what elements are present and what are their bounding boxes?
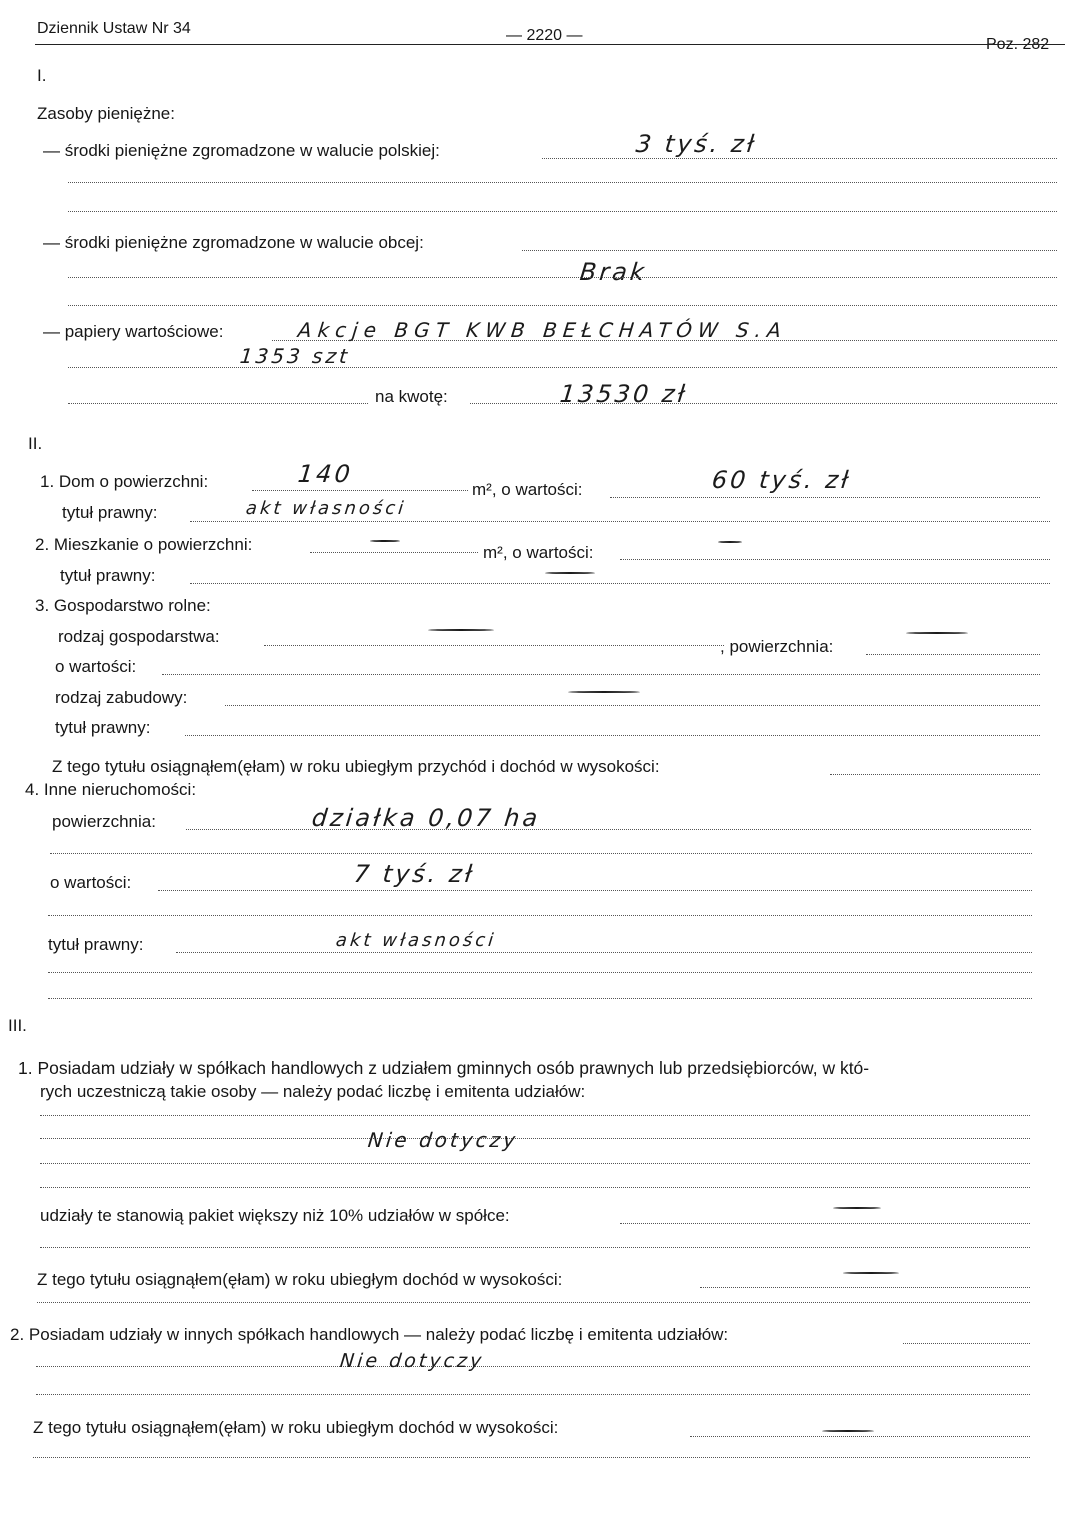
dotted-line[interactable] [176, 952, 1032, 953]
house-m2-label: m², o wartości: [472, 480, 583, 499]
dotted-line[interactable] [40, 1138, 1030, 1139]
dotted-line[interactable] [40, 1187, 1030, 1188]
foreign-currency-label: — środki pieniężne zgromadzone w walucie obcej: [43, 233, 424, 252]
q1-line2: rych uczestniczą takie osoby — należy podać liczbę i emitenta udziałów: [40, 1082, 586, 1101]
dotted-line[interactable] [37, 1302, 1030, 1303]
dotted-line[interactable] [866, 654, 1040, 655]
q2-answer: Nie dotyczy [338, 1350, 486, 1372]
dotted-line[interactable] [252, 490, 468, 491]
dotted-line[interactable] [310, 552, 478, 553]
dotted-line[interactable] [68, 367, 1057, 368]
dotted-line[interactable] [542, 158, 1057, 159]
flat-value-dash [718, 541, 742, 543]
farm-area-label: , powierzchnia: [720, 637, 834, 656]
farm-title-label: tytuł prawny: [55, 718, 151, 737]
dotted-line[interactable] [68, 182, 1057, 183]
securities-label: — papiery wartościowe: [43, 322, 224, 341]
dotted-line[interactable] [36, 1394, 1030, 1395]
q1-income-label: Z tego tytułu osiągnąłem(ęłam) w roku ubiegłym dochód w wysokości: [37, 1270, 563, 1289]
farm-value-label: o wartości: [55, 657, 137, 676]
amount-value: 13530 zł [558, 380, 689, 408]
other-area-value: działka 0,07 ha [310, 804, 542, 832]
farm-buildings-dash [568, 691, 640, 693]
dotted-line[interactable] [158, 890, 1032, 891]
dotted-line[interactable] [162, 674, 1040, 675]
farm-label: 3. Gospodarstwo rolne: [35, 596, 211, 615]
section-1-number: I. [37, 66, 47, 85]
position-number: Poz. 282 [986, 36, 1050, 53]
polish-currency-value: 3 tyś. zł [634, 130, 759, 158]
q2-income-dash [822, 1430, 874, 1432]
foreign-currency-value: Brak [578, 258, 649, 286]
flat-area-dash [370, 540, 400, 542]
amount-label: na kwotę: [375, 387, 448, 406]
other-title-value: akt własności [334, 930, 498, 951]
securities-value-line1: Akcje BGT KWB BEŁCHATÓW S.A [296, 318, 789, 342]
dotted-line[interactable] [40, 1115, 1030, 1116]
q2-income-label: Z tego tytułu osiągnąłem(ęłam) w roku ubiegłym dochód w wysokości: [33, 1418, 559, 1437]
header-rule [35, 44, 1065, 45]
section-3-number: III. [8, 1016, 27, 1035]
dotted-line[interactable] [68, 277, 1057, 278]
other-title-label: tytuł prawny: [48, 935, 144, 954]
dotted-line[interactable] [68, 211, 1057, 212]
house-title-value: akt własności [244, 498, 408, 519]
dotted-line[interactable] [690, 1436, 1030, 1437]
q1-line1: 1. Posiadam udziały w spółkach handlowych z udziałem gminnych osób prawnych lub przedsiębiorców, w któ- [18, 1058, 870, 1078]
securities-value-line2: 1353 szt [238, 344, 352, 368]
farm-income-label: Z tego tytułu osiągnąłem(ęłam) w roku ubiegłym przychód i dochód w wysokości: [52, 757, 660, 776]
house-area-label: 1. Dom o powierzchni: [40, 472, 209, 491]
flat-area-label: 2. Mieszkanie o powierzchni: [35, 535, 253, 554]
polish-currency-label: — środki pieniężne zgromadzone w walucie polskiej: [43, 141, 440, 160]
farm-buildings-label: rodzaj zabudowy: [55, 688, 188, 707]
dotted-line[interactable] [48, 915, 1032, 916]
q1-answer: Nie dotyczy [366, 1128, 520, 1152]
dotted-line[interactable] [830, 774, 1040, 775]
dotted-line[interactable] [68, 305, 1057, 306]
flat-m2-label: m², o wartości: [483, 543, 594, 562]
dotted-line[interactable] [190, 521, 1050, 522]
journal-title: Dziennik Ustaw Nr 34 [37, 20, 191, 37]
page-number: — 2220 — [506, 27, 583, 44]
house-title-label: tytuł prawny: [62, 503, 158, 522]
section-2-number: II. [28, 434, 43, 453]
dotted-line[interactable] [36, 1366, 1030, 1367]
dotted-line[interactable] [68, 403, 368, 404]
farm-area-dash [906, 632, 968, 634]
other-area-label: powierzchnia: [52, 812, 156, 831]
dotted-line[interactable] [610, 497, 1040, 498]
dotted-line[interactable] [33, 1457, 1030, 1458]
dotted-line[interactable] [522, 250, 1057, 251]
q2-line1: 2. Posiadam udziały w innych spółkach handlowych — należy podać liczbę i emitenta udziałów: [10, 1325, 729, 1344]
dotted-line[interactable] [264, 645, 724, 646]
house-value: 60 tyś. zł [710, 466, 853, 494]
dotted-line[interactable] [185, 735, 1040, 736]
other-value-value: 7 tyś. zł [352, 860, 477, 888]
dotted-line[interactable] [50, 853, 1032, 854]
flat-title-label: tytuł prawny: [60, 566, 156, 585]
dotted-line[interactable] [48, 972, 1032, 973]
dotted-line[interactable] [903, 1343, 1030, 1344]
flat-title-dash [545, 572, 595, 574]
dotted-line[interactable] [40, 1247, 1030, 1248]
house-area-value: 140 [296, 460, 355, 488]
q1-income-dash [843, 1272, 899, 1274]
dotted-line[interactable] [190, 583, 1050, 584]
dotted-line[interactable] [620, 559, 1050, 560]
dotted-line[interactable] [225, 705, 1040, 706]
q1-percent-label: udziały te stanowią pakiet większy niż 10% udziałów w spółce: [40, 1206, 510, 1225]
dotted-line[interactable] [40, 1163, 1030, 1164]
other-value-label: o wartości: [50, 873, 132, 892]
cash-heading: Zasoby pieniężne: [37, 104, 175, 123]
q1-percent-dash [833, 1207, 881, 1209]
dotted-line[interactable] [700, 1287, 1030, 1288]
dotted-line[interactable] [48, 998, 1032, 999]
other-property-label: 4. Inne nieruchomości: [25, 780, 197, 799]
dotted-line[interactable] [620, 1223, 1030, 1224]
farm-type-label: rodzaj gospodarstwa: [58, 627, 220, 646]
farm-type-dash [428, 629, 494, 631]
